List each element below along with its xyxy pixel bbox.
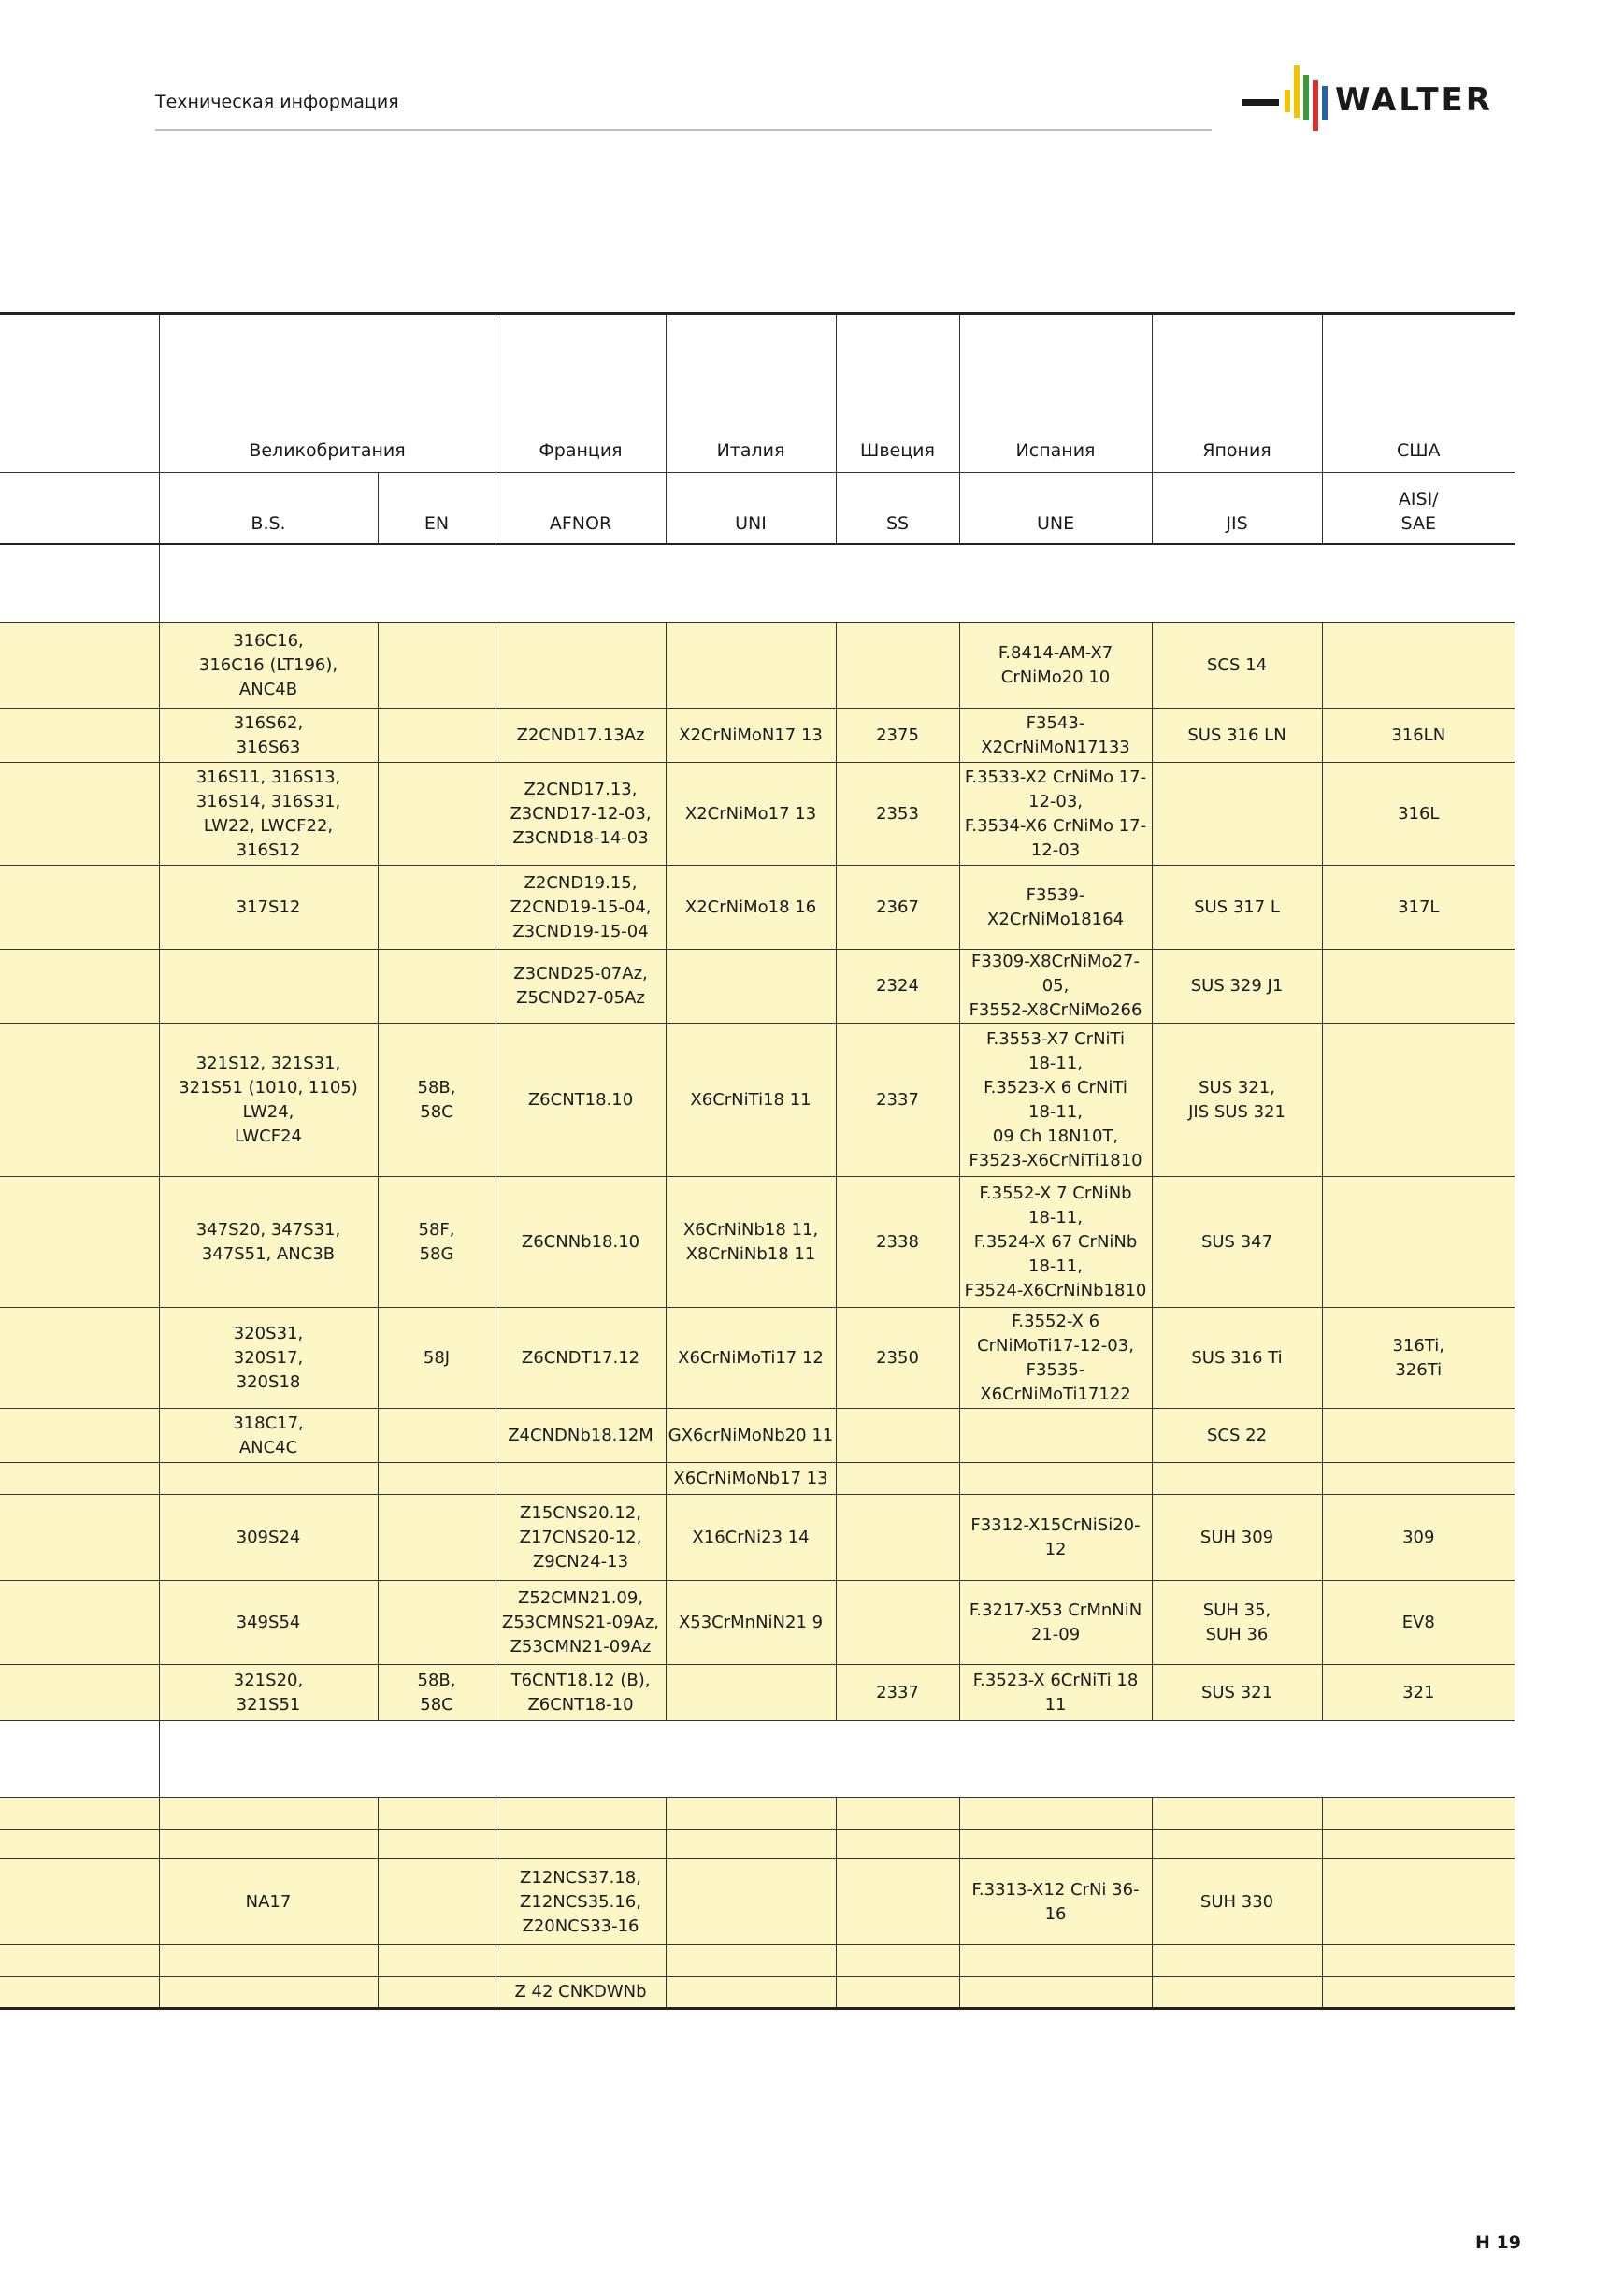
material-equivalents-table-wrap xyxy=(0,312,1515,2010)
table-body xyxy=(0,544,1515,2009)
en-cell xyxy=(378,1859,496,1945)
standard-en: EN xyxy=(378,473,496,544)
material-cell xyxy=(0,950,159,1024)
table-row xyxy=(0,1463,1515,1495)
table-row xyxy=(0,1495,1515,1581)
header-blank xyxy=(0,473,159,544)
uni-cell xyxy=(666,1798,836,1830)
material-cell xyxy=(0,1665,159,1721)
standard-ss: SS xyxy=(836,473,959,544)
ss-cell xyxy=(836,1495,959,1581)
material-cell xyxy=(0,866,159,950)
ss-cell: 2375 xyxy=(836,709,959,763)
ss-cell xyxy=(836,1463,959,1495)
aisi-sae-cell xyxy=(1322,1859,1515,1945)
afnor-cell: Z 42 CNKDWNb xyxy=(496,1977,666,2009)
table-row xyxy=(0,623,1515,709)
country-italy: Италия xyxy=(666,314,836,473)
bs-cell xyxy=(159,1945,378,1977)
ss-cell: 2350 xyxy=(836,1308,959,1409)
table-row xyxy=(0,763,1515,866)
ss-cell: 2353 xyxy=(836,763,959,866)
material-cell xyxy=(0,1859,159,1945)
ss-cell: 2367 xyxy=(836,866,959,950)
afnor-cell: Z2CND19.15, Z2CND19-15-04, Z3CND19-15-04 xyxy=(496,866,666,950)
une-cell: F.3553-X7 CrNiTi 18-11, F.3523-X 6 CrNiTi 18-11, 09 Ch 18N10T, F3523-X6CrNiTi1810 xyxy=(959,1024,1152,1177)
group-row xyxy=(0,544,1515,623)
uni-cell: X2CrNiMo17 13 xyxy=(666,763,836,866)
une-cell: F3539-X2CrNiMo18164 xyxy=(959,866,1152,950)
en-cell: 58B, 58C xyxy=(378,1024,496,1177)
bs-cell: 321S12, 321S31, 321S51 (1010, 1105) LW24, LWCF24 xyxy=(159,1024,378,1177)
une-cell xyxy=(959,1977,1152,2009)
ss-cell: 2324 xyxy=(836,950,959,1024)
aisi-sae-cell: 317L xyxy=(1322,866,1515,950)
uni-cell: X6CrNiNb18 11, X8CrNiNb18 11 xyxy=(666,1177,836,1308)
uni-cell: X16CrNi23 14 xyxy=(666,1495,836,1581)
en-cell xyxy=(378,1945,496,1977)
ss-cell: 2338 xyxy=(836,1177,959,1308)
afnor-cell: Z6CNDT17.12 xyxy=(496,1308,666,1409)
group-blank-cell xyxy=(0,1721,159,1798)
group-spacer-cell xyxy=(159,544,1515,623)
bs-cell xyxy=(159,1798,378,1830)
uni-cell: X2CrNiMoN17 13 xyxy=(666,709,836,763)
table-row xyxy=(0,1308,1515,1409)
uni-cell: X2CrNiMo18 16 xyxy=(666,866,836,950)
jis-cell xyxy=(1152,1977,1322,2009)
en-cell xyxy=(378,1495,496,1581)
jis-cell: SUS 321 xyxy=(1152,1665,1322,1721)
material-cell xyxy=(0,1977,159,2009)
afnor-cell xyxy=(496,1463,666,1495)
une-cell xyxy=(959,1830,1152,1859)
aisi-sae-cell xyxy=(1322,1830,1515,1859)
jis-cell: SCS 22 xyxy=(1152,1409,1322,1463)
page-number: H 19 xyxy=(1475,2232,1521,2253)
uni-cell: GX6crNiMoNb20 11 xyxy=(666,1409,836,1463)
material-cell xyxy=(0,763,159,866)
en-cell xyxy=(378,1830,496,1859)
afnor-cell: Z3CND25-07Az, Z5CND27-05Az xyxy=(496,950,666,1024)
aisi-sae-cell: 321 xyxy=(1322,1665,1515,1721)
aisi-sae-cell xyxy=(1322,1463,1515,1495)
jis-cell: SUH 330 xyxy=(1152,1859,1322,1945)
ss-cell xyxy=(836,1581,959,1665)
afnor-cell: Z52CMN21.09, Z53CMNS21-09Az, Z53CMN21-09Az xyxy=(496,1581,666,1665)
aisi-sae-cell xyxy=(1322,1798,1515,1830)
group-row xyxy=(0,1721,1515,1798)
bs-cell: 316S11, 316S13, 316S14, 316S31, LW22, LWCF22, 316S12 xyxy=(159,763,378,866)
page-header xyxy=(155,86,1212,131)
ss-cell xyxy=(836,1830,959,1859)
group-blank-cell xyxy=(0,544,159,623)
une-cell: F.3217-X53 CrMnNiN 21-09 xyxy=(959,1581,1152,1665)
ss-cell xyxy=(836,1798,959,1830)
jis-cell: SUS 317 L xyxy=(1152,866,1322,950)
table-row xyxy=(0,1945,1515,1977)
une-cell: F3543- X2CrNiMoN17133 xyxy=(959,709,1152,763)
table-row xyxy=(0,950,1515,1024)
material-cell xyxy=(0,1463,159,1495)
aisi-sae-cell: EV8 xyxy=(1322,1581,1515,1665)
ss-cell xyxy=(836,1977,959,2009)
en-cell xyxy=(378,950,496,1024)
table-row xyxy=(0,1830,1515,1859)
standard-header-row xyxy=(0,473,1515,544)
uni-cell: X6CrNiMoTi17 12 xyxy=(666,1308,836,1409)
material-cell xyxy=(0,1495,159,1581)
une-cell: F3312-X15CrNiSi20-12 xyxy=(959,1495,1152,1581)
table-row xyxy=(0,709,1515,763)
country-spain: Испания xyxy=(959,314,1152,473)
uni-cell xyxy=(666,1977,836,2009)
material-cell xyxy=(0,1830,159,1859)
une-cell: F.3313-X12 CrNi 36-16 xyxy=(959,1859,1152,1945)
une-cell: F.3523-X 6CrNiTi 18 11 xyxy=(959,1665,1152,1721)
uni-cell: X6CrNiMoNb17 13 xyxy=(666,1463,836,1495)
table-row xyxy=(0,1977,1515,2009)
ss-cell xyxy=(836,1409,959,1463)
country-japan: Япония xyxy=(1152,314,1322,473)
afnor-cell xyxy=(496,1830,666,1859)
afnor-cell: Z15CNS20.12, Z17CNS20-12, Z9CN24-13 xyxy=(496,1495,666,1581)
en-cell xyxy=(378,1463,496,1495)
table-row xyxy=(0,1024,1515,1177)
une-cell: F.3552-X 6 CrNiMoTi17-12-03, F3535- X6CrNiMoTi17122 xyxy=(959,1308,1152,1409)
afnor-cell xyxy=(496,1945,666,1977)
une-cell: F.3533-X2 CrNiMo 17- 12-03, F.3534-X6 CrNiMo 17- 12-03 xyxy=(959,763,1152,866)
bs-cell: 320S31, 320S17, 320S18 xyxy=(159,1308,378,1409)
uni-cell: X6CrNiTi18 11 xyxy=(666,1024,836,1177)
une-cell xyxy=(959,1798,1152,1830)
bs-cell: 316C16, 316C16 (LT196), ANC4B xyxy=(159,623,378,709)
group-spacer-cell xyxy=(159,1721,1515,1798)
material-cell xyxy=(0,1024,159,1177)
jis-cell xyxy=(1152,1945,1322,1977)
bs-cell xyxy=(159,1977,378,2009)
ss-cell xyxy=(836,623,959,709)
uni-cell: X53CrMnNiN21 9 xyxy=(666,1581,836,1665)
country-uk: Великобритания xyxy=(159,314,496,473)
uni-cell xyxy=(666,1830,836,1859)
une-cell xyxy=(959,1409,1152,1463)
bs-cell: NA17 xyxy=(159,1859,378,1945)
bs-cell: 309S24 xyxy=(159,1495,378,1581)
material-cell xyxy=(0,623,159,709)
material-cell xyxy=(0,1945,159,1977)
en-cell xyxy=(378,1581,496,1665)
aisi-sae-cell: 309 xyxy=(1322,1495,1515,1581)
jis-cell: SUS 329 J1 xyxy=(1152,950,1322,1024)
uni-cell xyxy=(666,1945,836,1977)
en-cell xyxy=(378,1409,496,1463)
une-cell: F3309-X8CrNiMo27-05, F3552-X8CrNiMo266 xyxy=(959,950,1152,1024)
section-title: Техническая информация xyxy=(155,92,399,112)
jis-cell: SUS 316 LN xyxy=(1152,709,1322,763)
bs-cell: 318C17, ANC4C xyxy=(159,1409,378,1463)
afnor-cell: Z12NCS37.18, Z12NCS35.16, Z20NCS33-16 xyxy=(496,1859,666,1945)
en-cell xyxy=(378,1977,496,2009)
une-cell xyxy=(959,1463,1152,1495)
en-cell: 58J xyxy=(378,1308,496,1409)
header-blank xyxy=(0,314,159,473)
table-row xyxy=(0,1409,1515,1463)
une-cell: F.3552-X 7 CrNiNb 18-11, F.3524-X 67 CrNiNb 18-11, F3524-X6CrNiNb1810 xyxy=(959,1177,1152,1308)
standard-aisi-sae: AISI/ SAE xyxy=(1322,473,1515,544)
en-cell xyxy=(378,709,496,763)
ss-cell: 2337 xyxy=(836,1665,959,1721)
uni-cell xyxy=(666,1859,836,1945)
aisi-sae-cell: 316LN xyxy=(1322,709,1515,763)
material-cell xyxy=(0,1798,159,1830)
bs-cell: 347S20, 347S31, 347S51, ANC3B xyxy=(159,1177,378,1308)
afnor-cell: Z6CNNb18.10 xyxy=(496,1177,666,1308)
jis-cell: SUH 35, SUH 36 xyxy=(1152,1581,1322,1665)
afnor-cell xyxy=(496,1798,666,1830)
walter-logo xyxy=(1242,62,1518,133)
bs-cell xyxy=(159,1463,378,1495)
une-cell xyxy=(959,1945,1152,1977)
aisi-sae-cell xyxy=(1322,1024,1515,1177)
afnor-cell: Z4CNDNb18.12M xyxy=(496,1409,666,1463)
jis-cell xyxy=(1152,1463,1322,1495)
country-header-row xyxy=(0,314,1515,473)
table-row xyxy=(0,1665,1515,1721)
bs-cell xyxy=(159,1830,378,1859)
material-cell xyxy=(0,1177,159,1308)
en-cell xyxy=(378,763,496,866)
afnor-cell xyxy=(496,623,666,709)
country-sweden: Швеция xyxy=(836,314,959,473)
walter-wordmark: WALTER xyxy=(1335,81,1493,119)
en-cell: 58B, 58C xyxy=(378,1665,496,1721)
bs-cell: 317S12 xyxy=(159,866,378,950)
afnor-cell: Z2CND17.13, Z3CND17-12-03, Z3CND18-14-03 xyxy=(496,763,666,866)
ss-cell xyxy=(836,1945,959,1977)
bs-cell xyxy=(159,950,378,1024)
uni-cell xyxy=(666,623,836,709)
uni-cell xyxy=(666,1665,836,1721)
jis-cell: SUS 347 xyxy=(1152,1177,1322,1308)
ss-cell: 2337 xyxy=(836,1024,959,1177)
uni-cell xyxy=(666,950,836,1024)
jis-cell: SUS 316 Ti xyxy=(1152,1308,1322,1409)
une-cell: F.8414-AM-X7 CrNiMo20 10 xyxy=(959,623,1152,709)
standard-uni: UNI xyxy=(666,473,836,544)
table-row xyxy=(0,1177,1515,1308)
material-cell xyxy=(0,709,159,763)
jis-cell: SCS 14 xyxy=(1152,623,1322,709)
ss-cell xyxy=(836,1859,959,1945)
country-usa: США xyxy=(1322,314,1515,473)
en-cell xyxy=(378,1798,496,1830)
aisi-sae-cell xyxy=(1322,1177,1515,1308)
en-cell xyxy=(378,866,496,950)
afnor-cell: T6CNT18.12 (B), Z6CNT18-10 xyxy=(496,1665,666,1721)
jis-cell xyxy=(1152,1798,1322,1830)
aisi-sae-cell xyxy=(1322,1977,1515,2009)
material-equivalents-table xyxy=(0,312,1515,2010)
table-row xyxy=(0,1798,1515,1830)
walter-logo-graphic xyxy=(1242,62,1518,133)
aisi-sae-cell: 316Ti, 326Ti xyxy=(1322,1308,1515,1409)
country-france: Франция xyxy=(496,314,666,473)
standard-jis: JIS xyxy=(1152,473,1322,544)
aisi-sae-cell xyxy=(1322,950,1515,1024)
jis-cell: SUH 309 xyxy=(1152,1495,1322,1581)
aisi-sae-cell xyxy=(1322,1945,1515,1977)
aisi-sae-cell xyxy=(1322,623,1515,709)
table-row xyxy=(0,866,1515,950)
standard-bs: B.S. xyxy=(159,473,378,544)
en-cell: 58F, 58G xyxy=(378,1177,496,1308)
jis-cell: SUS 321, JIS SUS 321 xyxy=(1152,1024,1322,1177)
material-cell xyxy=(0,1308,159,1409)
bs-cell: 321S20, 321S51 xyxy=(159,1665,378,1721)
afnor-cell: Z6CNT18.10 xyxy=(496,1024,666,1177)
table-row xyxy=(0,1859,1515,1945)
en-cell xyxy=(378,623,496,709)
material-cell xyxy=(0,1409,159,1463)
aisi-sae-cell xyxy=(1322,1409,1515,1463)
aisi-sae-cell: 316L xyxy=(1322,763,1515,866)
jis-cell xyxy=(1152,763,1322,866)
bs-cell: 316S62, 316S63 xyxy=(159,709,378,763)
jis-cell xyxy=(1152,1830,1322,1859)
afnor-cell: Z2CND17.13Az xyxy=(496,709,666,763)
standard-afnor: AFNOR xyxy=(496,473,666,544)
table-row xyxy=(0,1581,1515,1665)
standard-une: UNE xyxy=(959,473,1152,544)
bs-cell: 349S54 xyxy=(159,1581,378,1665)
material-cell xyxy=(0,1581,159,1665)
